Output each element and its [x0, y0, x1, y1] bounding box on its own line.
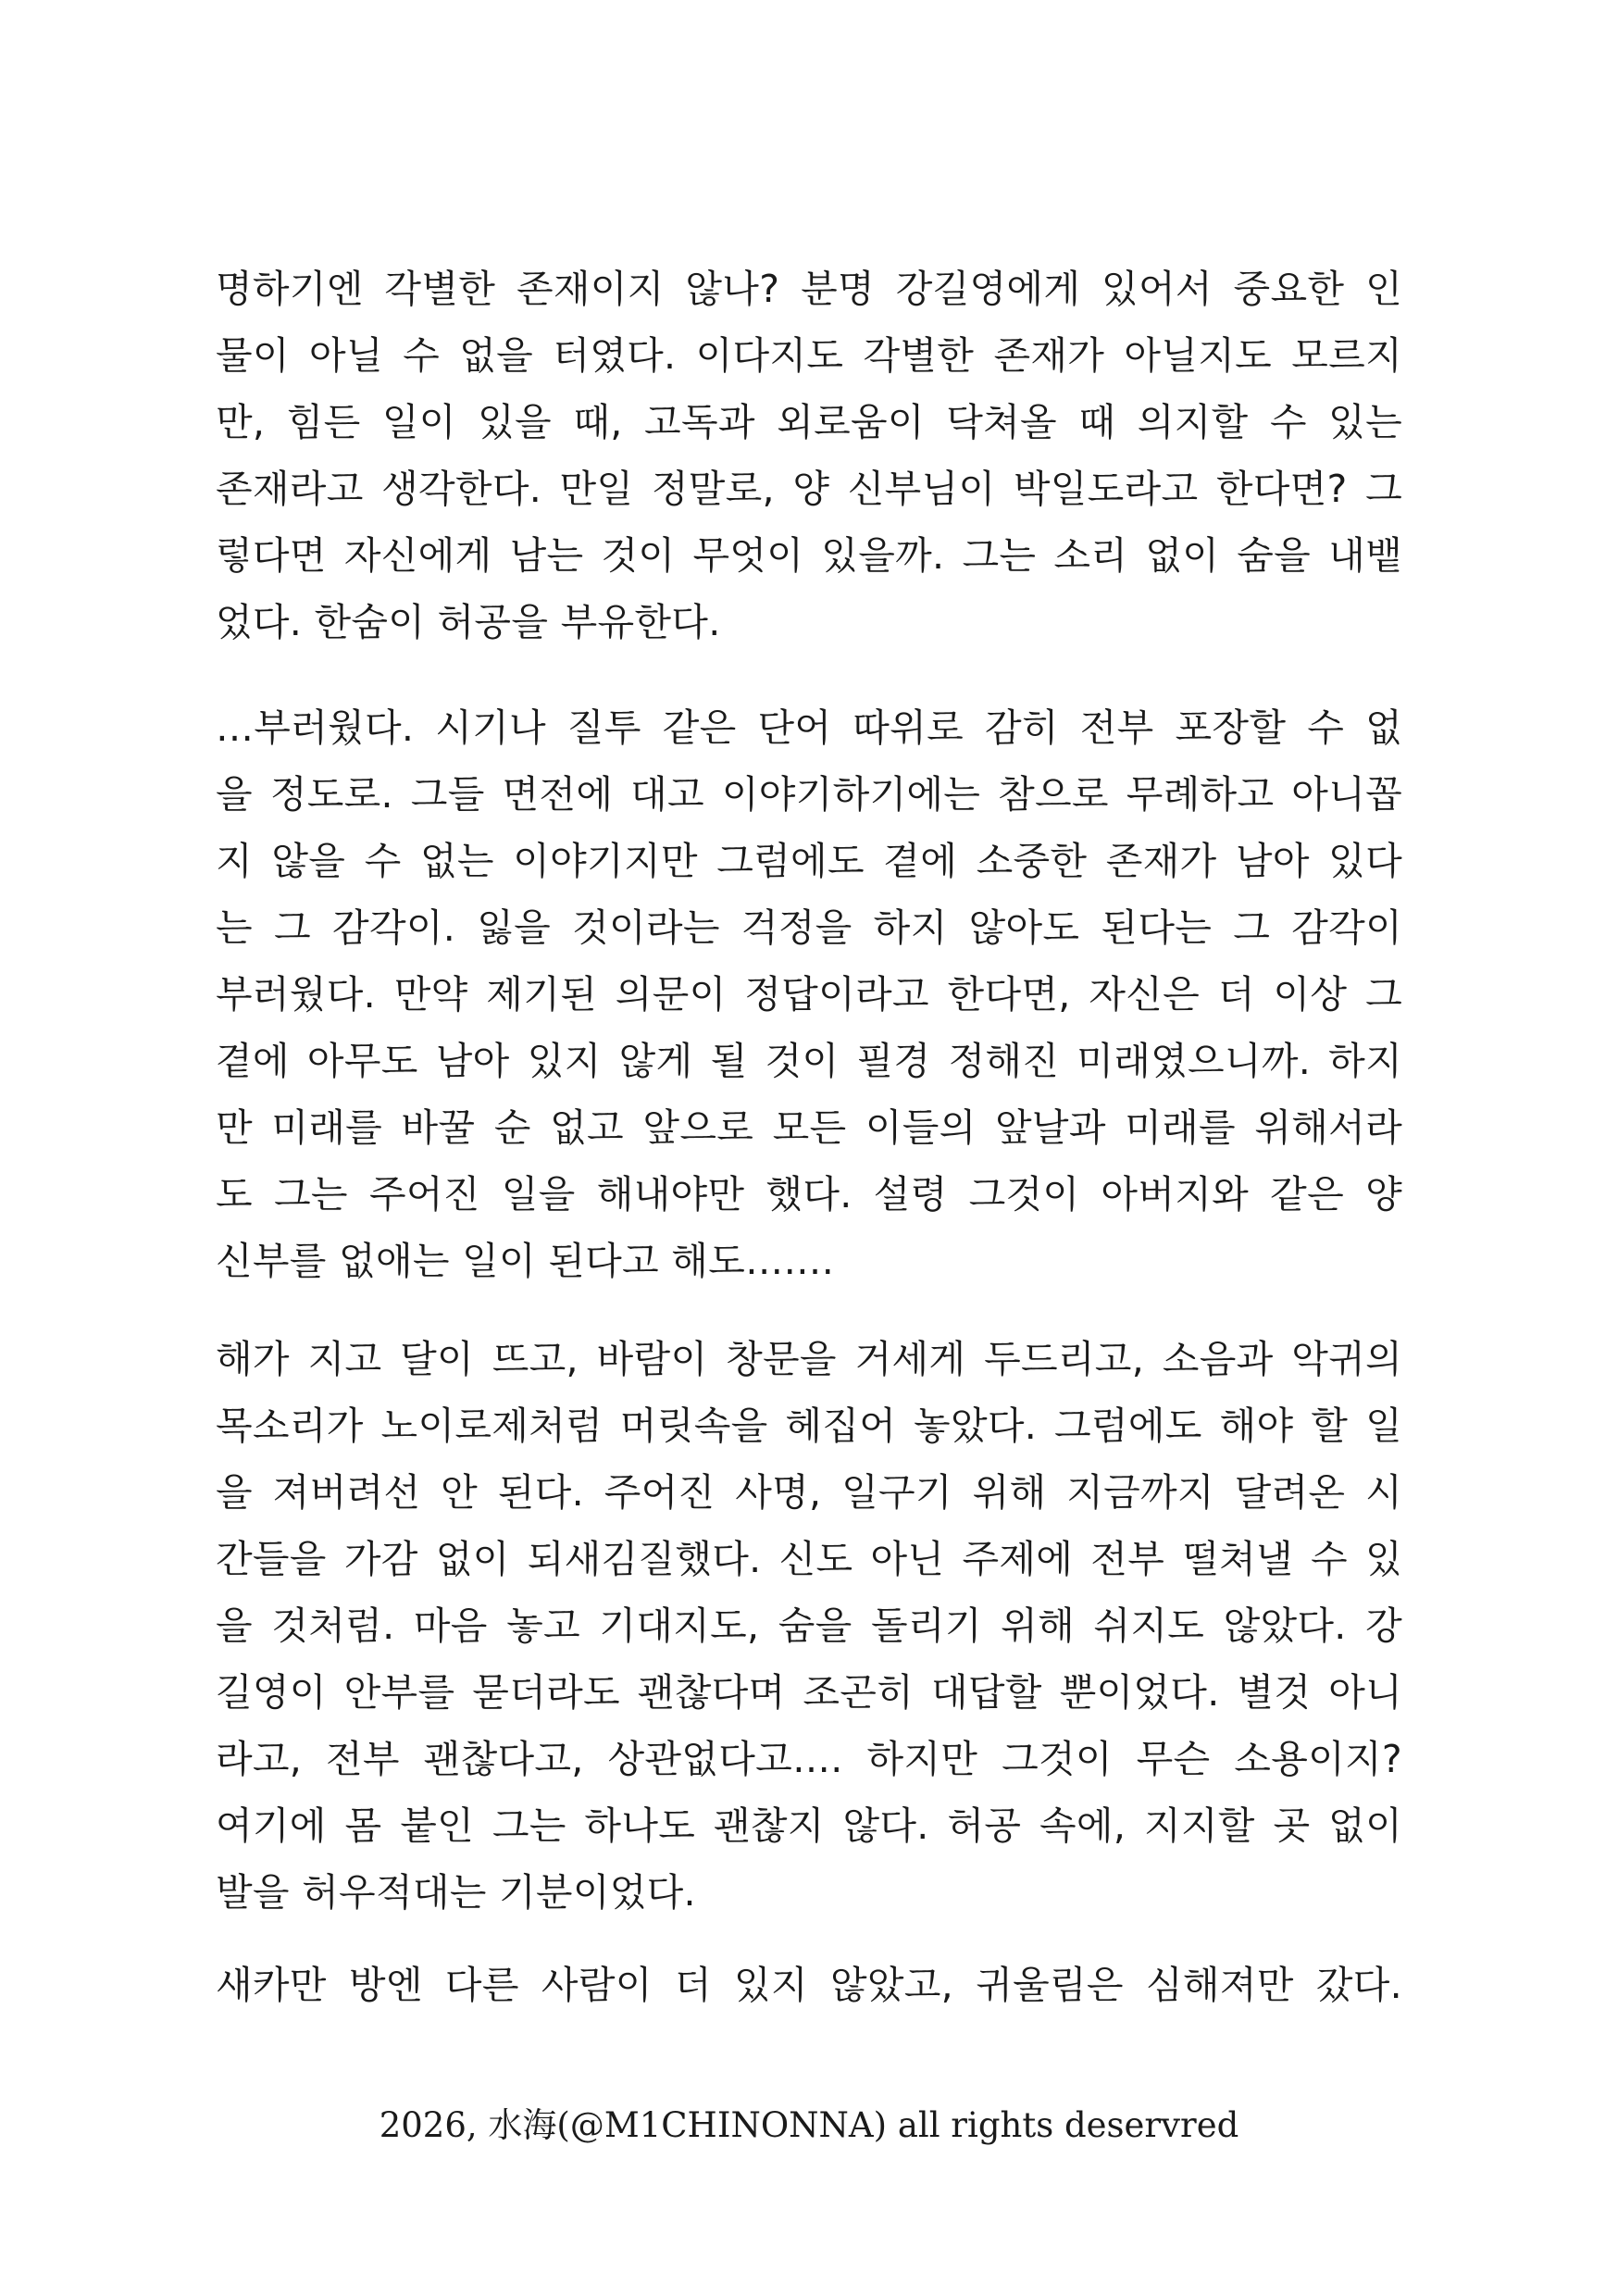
paragraph-3 [216, 1326, 1402, 1926]
paragraph-2 [216, 694, 1402, 1294]
text-line: 라고, 전부 괜찮다고, 상관없다고…. 하지만 그것이 무슨 소용이지? [216, 1737, 1402, 1781]
paragraph-1 [216, 256, 1402, 655]
text-line: 발을 허우적대는 기분이었다. [216, 1870, 696, 1915]
text-line: 렇다면 자신에게 남는 것이 무엇이 있을까. 그는 소리 없이 숨을 내뱉 [216, 533, 1402, 578]
copyright-footer: 2026, 水海(@M1CHINONNA) all rights deservred [379, 2105, 1239, 2145]
text-line: 만 미래를 바꿀 순 없고 앞으로 모든 이들의 앞날과 미래를 위해서라 [216, 1105, 1402, 1150]
text-line: 지 않을 수 없는 이야기지만 그럼에도 곁에 소중한 존재가 남아 있다 [216, 839, 1402, 883]
text-line: 명하기엔 각별한 존재이지 않나? 분명 강길영에게 있어서 중요한 인 [216, 267, 1402, 311]
text-line: 부러웠다. 만약 제기된 의문이 정답이라고 한다면, 자신은 더 이상 그 [216, 972, 1402, 1017]
text-line: …부러웠다. 시기나 질투 같은 단어 따위로 감히 전부 포장할 수 없 [216, 705, 1402, 750]
text-line: 었다. 한숨이 허공을 부유한다. [216, 600, 721, 644]
text-line: 존재라고 생각한다. 만일 정말로, 양 신부님이 박일도라고 한다면? 그 [216, 467, 1402, 511]
text-line: 신부를 없애는 일이 된다고 해도……. [216, 1239, 835, 1283]
text-line: 목소리가 노이로제처럼 머릿속을 헤집어 놓았다. 그럼에도 해야 할 일 [216, 1404, 1402, 1448]
text-line: 만, 힘든 일이 있을 때, 고독과 외로움이 닥쳐올 때 의지할 수 있는 [216, 400, 1402, 444]
text-line: 해가 지고 달이 뜨고, 바람이 창문을 거세게 두드리고, 소음과 악귀의 [216, 1337, 1402, 1381]
text-line: 도 그는 주어진 일을 해내야만 했다. 설령 그것이 아버지와 같은 양 [216, 1172, 1402, 1217]
text-line: 물이 아닐 수 없을 터였다. 이다지도 각별한 존재가 아닐지도 모르지 [216, 333, 1402, 378]
text-line: 을 정도로. 그들 면전에 대고 이야기하기에는 참으로 무례하고 아니꼽 [216, 772, 1402, 817]
text-line: 새카만 방엔 다른 사람이 더 있지 않았고, 귀울림은 심해져만 갔다. [216, 1963, 1402, 2007]
text-line: 곁에 아무도 남아 있지 않게 될 것이 필경 정해진 미래였으니까. 하지 [216, 1039, 1402, 1083]
paragraph-4 [216, 1952, 1402, 2018]
text-line: 여기에 몸 붙인 그는 하나도 괜찮지 않다. 허공 속에, 지지할 곳 없이 [216, 1803, 1402, 1848]
text-line: 을 져버려선 안 된다. 주어진 사명, 일구기 위해 지금까지 달려온 시 [216, 1470, 1402, 1515]
text-line: 는 그 감각이. 잃을 것이라는 걱정을 하지 않아도 된다는 그 감각이 [216, 905, 1402, 950]
text-line: 간들을 가감 없이 되새김질했다. 신도 아닌 주제에 전부 떨쳐낼 수 있 [216, 1537, 1402, 1581]
text-line: 을 것처럼. 마음 놓고 기대지도, 숨을 돌리기 위해 쉬지도 않았다. 강 [216, 1603, 1402, 1648]
text-line: 길영이 안부를 묻더라도 괜찮다며 조곤히 대답할 뿐이었다. 별것 아니 [216, 1670, 1402, 1715]
